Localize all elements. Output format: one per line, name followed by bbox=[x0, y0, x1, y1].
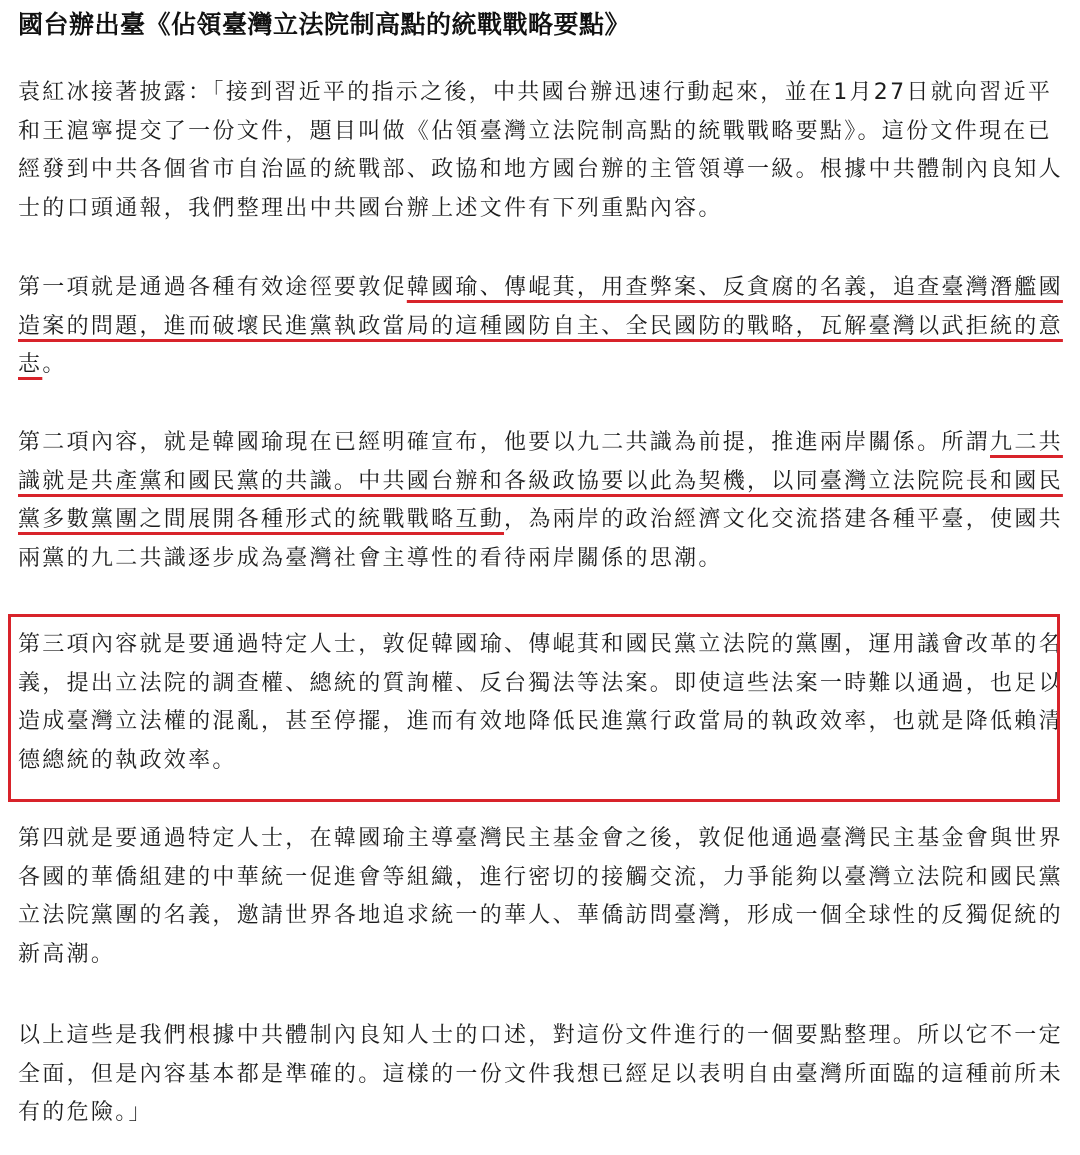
paragraph-line: 德總統的執政效率。 bbox=[18, 747, 237, 773]
plain-text: 。 bbox=[42, 352, 67, 377]
underlined-text: 識就是共產黨和國民黨的共識。中共國台辦和各級政協要以此為契機，以同臺灣立法院院長和國民 bbox=[18, 468, 1063, 494]
paragraph-3 bbox=[18, 424, 1063, 578]
plain-text: 第一項就是通過各種有效途徑要敦促 bbox=[18, 275, 407, 300]
underlined-text: 韓國瑜、傳崐萁，用查弊案、反貪腐的名義，追查臺灣潛艦國 bbox=[406, 275, 1063, 300]
paragraph-line: 士的口頭通報，我們整理出中共國台辦上述文件有下列重點內容。 bbox=[18, 195, 723, 221]
plain-text: 第二項內容，就是韓國瑜現在已經明確宣布，他要以九二共識為前提，推進兩岸關係。所謂 bbox=[18, 430, 991, 455]
paragraph-line bbox=[18, 424, 1063, 463]
underlined-text: 造案的問題，進而破壞民進黨執政當局的這種國防自主、全民國防的戰略，瓦解臺灣以武拒統的意 bbox=[18, 313, 1063, 339]
paragraph-line: 義，提出立法院的調查權、總統的質詢權、反台獨法等法案。即使這些法案一時難以通過，也足以 bbox=[18, 670, 1063, 696]
plain-text: ，為兩岸的政治經濟文化交流搭建各種平臺，使國共 bbox=[504, 507, 1063, 532]
paragraph-line: 以上這些是我們根據中共體制內良知人士的口述，對這份文件進行的一個要點整理。所以它不一定 bbox=[18, 1023, 1063, 1048]
paragraph-line: 各國的華僑組建的中華統一促進會等組織，進行密切的接觸交流，力爭能夠以臺灣立法院和國民黨 bbox=[18, 864, 1063, 890]
paragraph-line bbox=[18, 346, 1052, 385]
paragraph-line: 全面，但是內容基本都是準確的。這樣的一份文件我想已經足以表明自由臺灣所面臨的這種前所未 bbox=[18, 1061, 1063, 1087]
paragraph-line: 經發到中共各個省市自治區的統戰部、政協和地方國台辦的主管領導一級。根據中共體制內良知人 bbox=[18, 157, 1063, 182]
paragraph-1 bbox=[18, 74, 1063, 228]
red-highlight-box bbox=[8, 614, 1063, 802]
paragraph-line bbox=[18, 269, 1063, 308]
plain-text: 兩黨的九二共識逐步成為臺灣社會主導性的看待兩岸關係的思潮。 bbox=[18, 545, 723, 571]
paragraph-line: 立法院黨團的名義，邀請世界各地追求統一的華人、華僑訪問臺灣，形成一個全球性的反獨促統的 bbox=[18, 903, 1063, 928]
paragraph-line: 有的危險。」 bbox=[18, 1100, 153, 1125]
paragraph-line bbox=[18, 308, 1063, 347]
paragraph-line: 和王滬寧提交了一份文件，題目叫做《佔領臺灣立法院制高點的統戰戰略要點》。這份文件現在已 bbox=[18, 118, 1052, 144]
paragraph-line bbox=[18, 463, 1063, 502]
paragraph-line: 袁紅冰接著披露：「接到習近平的指示之後，中共國台辦迅速行動起來，並在1月27日就向習近平 bbox=[18, 80, 1053, 105]
underlined-text: 九二共 bbox=[990, 430, 1063, 455]
paragraph-5 bbox=[18, 820, 1063, 974]
article bbox=[18, 0, 1063, 1125]
paragraph-line: 第四就是要通過特定人士，在韓國瑜主導臺灣民主基金會之後，敦促他通過臺灣民主基金會與世界 bbox=[18, 826, 1063, 851]
paragraph-line: 第三項內容就是要通過特定人士，敦促韓國瑜、傳崐萁和國民黨立法院的黨團，運用議會改革的名 bbox=[18, 632, 1063, 657]
underlined-text: 黨多數黨團之間展開各種形式的統戰戰略互動 bbox=[18, 507, 505, 532]
paragraph-line bbox=[18, 501, 1063, 540]
paragraph-2 bbox=[18, 269, 1063, 385]
paragraph-line: 造成臺灣立法權的混亂，甚至停擺，進而有效地降低民進黨行政當局的執政效率，也就是降低賴清 bbox=[18, 709, 1063, 734]
paragraph-line: 新高潮。 bbox=[18, 941, 116, 967]
underlined-text: 志 bbox=[18, 352, 43, 377]
paragraph-6 bbox=[18, 1017, 1063, 1133]
paragraph-line bbox=[18, 540, 1052, 579]
article-headline: 國台辦出臺《佔領臺灣立法院制高點的統戰戰略要點》 bbox=[18, 10, 631, 39]
